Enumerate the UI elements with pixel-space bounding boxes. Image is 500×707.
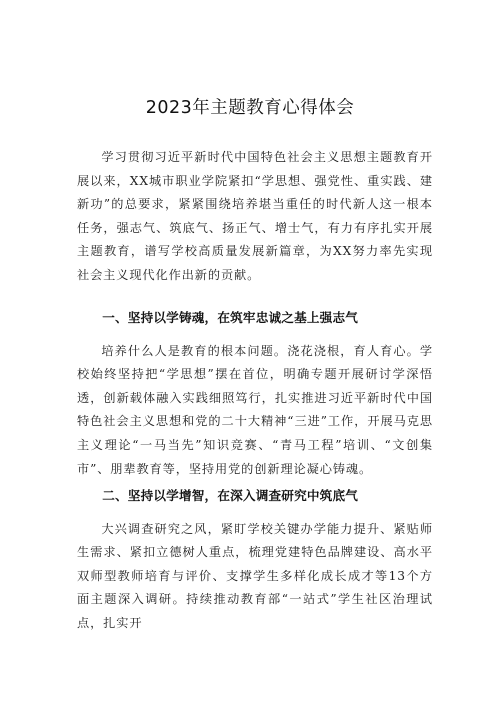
section-1 [77,306,433,481]
document-title: 2023年主题教育心得体会 [145,98,355,118]
section-heading: 二、坚持以学增智，在深入调查研究中筑底气 [102,488,359,503]
section-paragraph: 大兴调查研究之风，紧盯学校关键办学能力提升、紧贴师生需求、紧扣立德树人重点，梳理党建特色品牌建设、高水平双师型教师培育与评价、支撑学生多样化成长成才等13个方面主题深入调研。持续推动教育部“一站式”学生社区治理试点，扎实开 [77,521,433,630]
intro-block [77,146,433,288]
section-2 [77,484,433,636]
section-paragraph: 培养什么人是教育的根本问题。浇花浇根，育人育心。学校始终坚持把“学思想”摆在首位，明确专题开展研讨学深悟透，创新载体融入实践细照笃行，扎实推进习近平新时代中国特色社会主义思想和党的二十大精神“三进”工作，开展马克思主义理论“一马当先”知识竞赛、“青马工程”培训、“文创集市”、朋辈教育等，坚持用党的创新理论凝心铸魂。 [77,343,433,476]
section-heading: 一、坚持以学铸魂，在筑牢忠诚之基上强志气 [102,310,359,325]
intro-paragraph: 学习贯彻习近平新时代中国特色社会主义思想主题教育开展以来，XX城市职业学院紧扣“学思想、强党性、重实践、建新功”的总要求，紧紧围绕培养堪当重任的时代新人这一根本任务，强志气、筑底气、扬正气、增士气，有力有序扎实开展主题教育，谱写学校高质量发展新篇章，为XX努力率先实现社会主义现代化作出新的贡献。 [77,150,433,282]
